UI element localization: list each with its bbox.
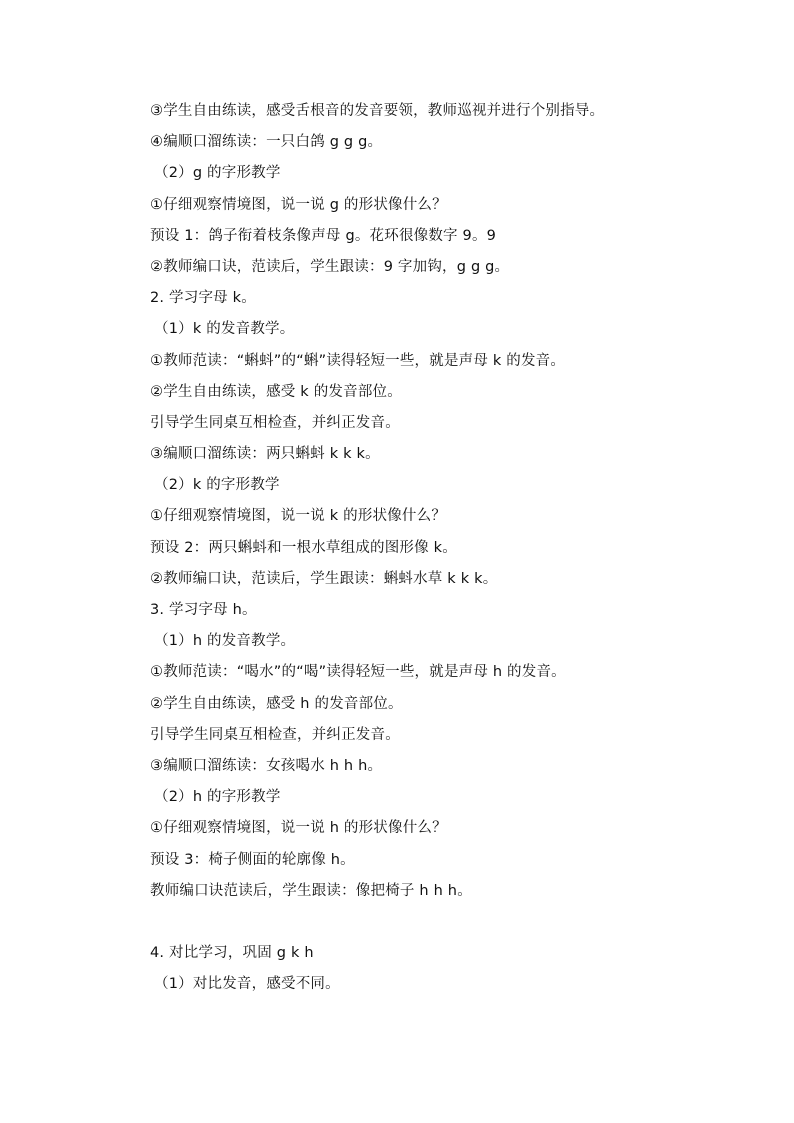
text-line: ④编顺口溜练读：一只白鸽 g g g。: [150, 134, 383, 151]
text-line: ③编顺口溜练读：女孩喝水 h h h。: [150, 757, 383, 774]
section-heading: 3. 学习字母 h。: [150, 602, 257, 618]
text-line: ②教师编口诀，范读后，学生跟读：9 字加钩，g g g。: [150, 258, 510, 275]
text-line: （2）h 的字形教学: [154, 789, 281, 806]
text-line: ③编顺口溜练读：两只蝌蚪 k k k。: [150, 446, 380, 463]
text-line: ①教师范读：“蝌蚪”的“蝌”读得轻短一些，就是声母 k 的发音。: [150, 352, 566, 369]
document-body: [150, 96, 710, 1000]
text-line: ①仔细观察情境图，说一说 k 的形状像什么？: [150, 508, 447, 525]
text-line: （2）g 的字形教学: [154, 165, 281, 182]
text-line: 教师编口诀范读后，学生跟读：像把椅子 h h h。: [150, 882, 472, 899]
text-line: ②教师编口诀，范读后，学生跟读：蝌蚪水草 k k k。: [150, 570, 498, 587]
text-line: 引导学生同桌互相检查，并纠正发音。: [150, 414, 400, 431]
blank-line: [150, 907, 710, 938]
text-line: （1）对比发音，感受不同。: [154, 976, 340, 993]
text-line: 预设 1：鸽子衔着枝条像声母 g。花环很像数字 9。9: [150, 227, 497, 244]
text-line: ②学生自由练读，感受 k 的发音部位。: [150, 383, 402, 400]
text-line: （1）h 的发音教学。: [154, 633, 296, 650]
text-line: （1）k 的发音教学。: [154, 321, 295, 338]
text-line: ②学生自由练读，感受 h 的发音部位。: [150, 695, 403, 712]
text-line: ③学生自由练读，感受舌根音的发音要领，教师巡视并进行个别指导。: [150, 103, 605, 119]
text-line: ①仔细观察情境图，说一说 g 的形状像什么？: [150, 196, 447, 213]
text-line: 引导学生同桌互相检查，并纠正发音。: [150, 726, 400, 743]
text-line: 预设 2：两只蝌蚪和一根水草组成的图形像 k。: [150, 539, 457, 556]
text-line: （2）k 的字形教学: [154, 477, 280, 494]
section-heading: 2. 学习字母 k。: [150, 290, 256, 307]
section-heading: 4. 对比学习，巩固 g k h: [150, 945, 314, 962]
text-line: ①仔细观察情境图，说一说 h 的形状像什么？: [150, 820, 447, 837]
text-line: ①教师范读：“喝水”的“喝”读得轻短一些，就是声母 h 的发音。: [150, 664, 566, 681]
text-line: 预设 3：椅子侧面的轮廓像 h。: [150, 851, 355, 868]
